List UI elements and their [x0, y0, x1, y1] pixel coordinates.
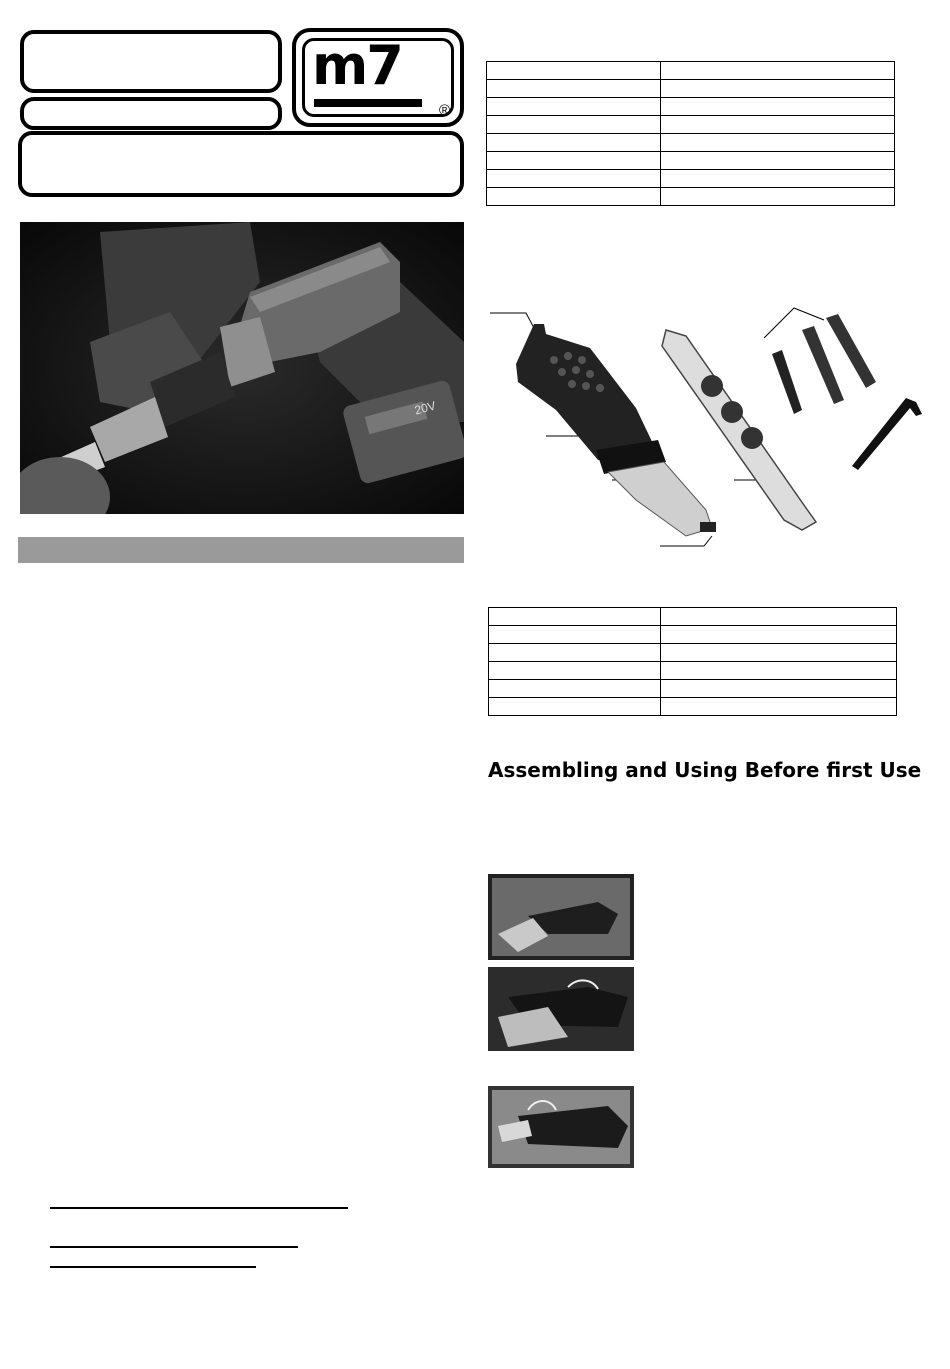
section-heading: Assembling and Using Before first Use — [488, 758, 922, 782]
table-row — [489, 608, 897, 626]
underline-rule-3 — [50, 1266, 256, 1268]
table-row — [487, 80, 895, 98]
spec-table-2 — [488, 607, 897, 716]
header-subtitle-box — [20, 97, 282, 130]
registered-mark: ® — [438, 102, 450, 119]
underline-rule-2 — [50, 1246, 298, 1248]
step-photo-3 — [488, 1086, 634, 1168]
product-photo — [20, 222, 464, 514]
table-row — [489, 626, 897, 644]
logo-underline — [314, 99, 422, 107]
table-row — [487, 134, 895, 152]
header-title-box — [20, 30, 282, 93]
header-description-box — [18, 131, 464, 197]
table-row — [487, 152, 895, 170]
table-row — [487, 98, 895, 116]
brand-logo — [292, 28, 464, 127]
battery-label: 20V — [413, 398, 438, 418]
underline-rule-1 — [50, 1207, 348, 1209]
table-row — [489, 698, 897, 716]
table-row — [489, 662, 897, 680]
step-photo-1 — [488, 874, 634, 960]
table-row — [487, 62, 895, 80]
table-row — [489, 680, 897, 698]
table-row — [487, 170, 895, 188]
spec-table-1 — [486, 61, 895, 206]
table-row — [487, 188, 895, 206]
step-photo-2 — [488, 967, 634, 1051]
parts-diagram — [486, 290, 936, 570]
section-bar — [18, 537, 464, 563]
table-row — [487, 116, 895, 134]
logo-text: m7 — [312, 34, 402, 97]
table-row — [489, 644, 897, 662]
